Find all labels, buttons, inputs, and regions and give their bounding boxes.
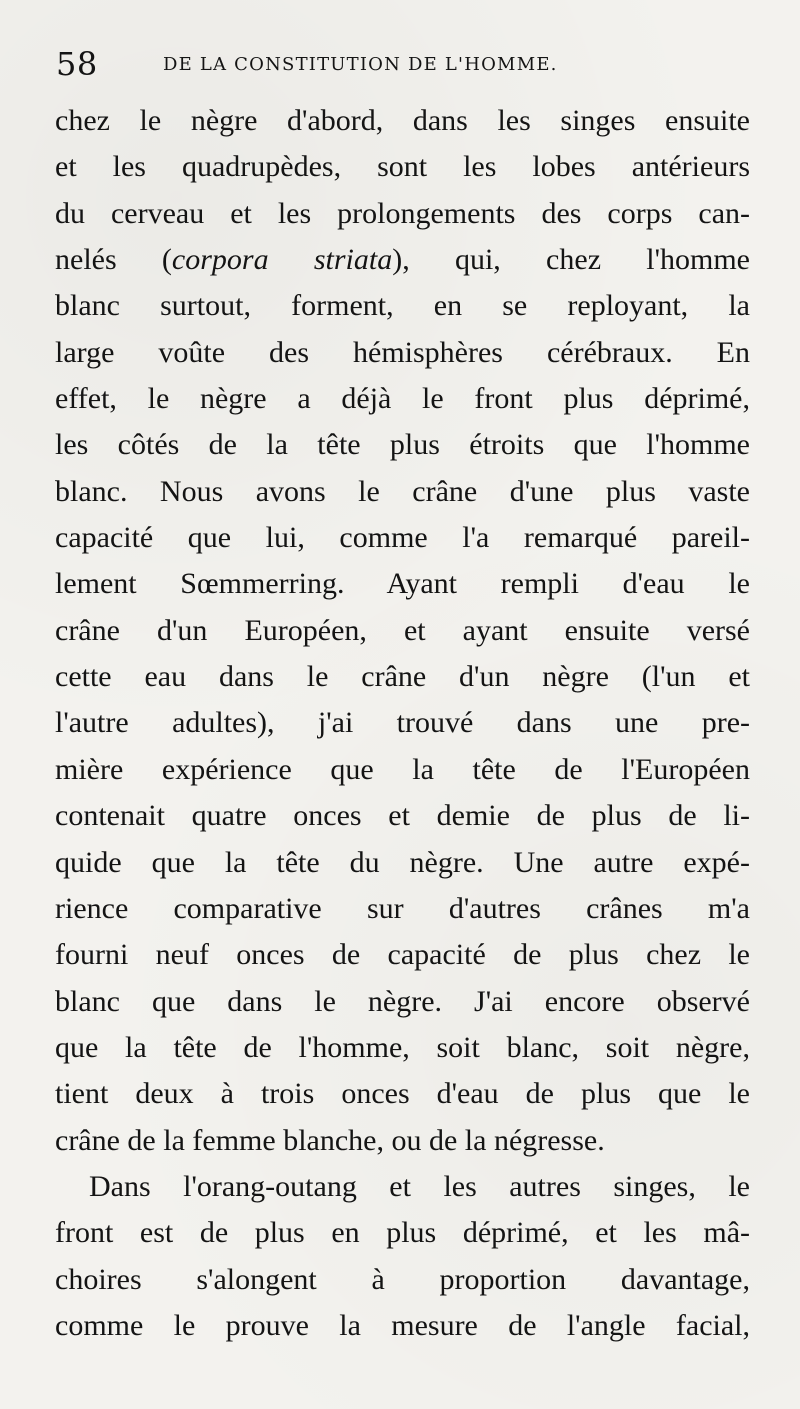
line-text-after-term: ), qui, chez l'homme: [392, 243, 750, 277]
text-line: capacité que lui, comme l'a remarqué pareil-: [55, 521, 750, 555]
paragraph-end-line: crâne de la femme blanche, ou de la négresse.: [55, 1123, 605, 1157]
text-line: tient deux à trois onces d'eau de plus que le: [55, 1077, 750, 1111]
text-line: blanc. Nous avons le crâne d'une plus vaste: [55, 474, 750, 508]
text-line: que la tête de l'homme, soit blanc, soit nègre,: [55, 1030, 750, 1064]
text-line: blanc que dans le nègre. J'ai encore observé: [55, 984, 750, 1018]
body-text: [55, 98, 750, 1349]
text-line: rience comparative sur d'autres crânes m'a: [55, 891, 750, 925]
text-line: comme le prouve la mesure de l'angle facial,: [55, 1308, 750, 1342]
text-line: fourni neuf onces de capacité de plus chez le: [55, 938, 750, 972]
running-head: [56, 46, 746, 88]
text-line: large voûte des hémisphères cérébraux. En: [55, 335, 750, 369]
text-line: effet, le nègre a déjà le front plus déprimé,: [55, 382, 750, 416]
text-line: choires s'alongent à proportion davantage,: [55, 1262, 750, 1296]
text-line: contenait quatre onces et demie de plus de li-: [55, 799, 750, 833]
text-line: cette eau dans le crâne d'un nègre (l'un et: [55, 660, 750, 694]
page-number: 58: [56, 45, 98, 83]
text-line: quide que la tête du nègre. Une autre expé-: [55, 845, 750, 879]
text-line: crâne d'un Européen, et ayant ensuite versé: [55, 613, 750, 647]
text-line: chez le nègre d'abord, dans les singes ensuite: [55, 104, 750, 137]
text-line: l'autre adultes), j'ai trouvé dans une pre-: [55, 706, 750, 740]
text-line-with-latin-term: [55, 237, 750, 283]
text-line: du cerveau et les prolongements des corps can-: [55, 196, 750, 230]
text-line: front est de plus en plus déprimé, et les mâ-: [55, 1216, 750, 1250]
text-line: mière expérience que la tête de l'Européen: [55, 752, 750, 786]
text-line: lement Sœmmerring. Ayant rempli d'eau le: [55, 567, 750, 601]
text-line: blanc surtout, forment, en se reployant, la: [55, 289, 750, 323]
line-text-before-term: nelés (: [55, 243, 172, 277]
text-line: les côtés de la tête plus étroits que l'homme: [55, 428, 750, 462]
paragraph-start-line: Dans l'orang-outang et les autres singes, le: [89, 1169, 750, 1203]
running-head-title: DE LA CONSTITUTION DE L'HOMME.: [163, 54, 558, 75]
latin-term: corpora striata: [171, 243, 393, 277]
text-line: et les quadrupèdes, sont les lobes antérieurs: [55, 150, 750, 184]
